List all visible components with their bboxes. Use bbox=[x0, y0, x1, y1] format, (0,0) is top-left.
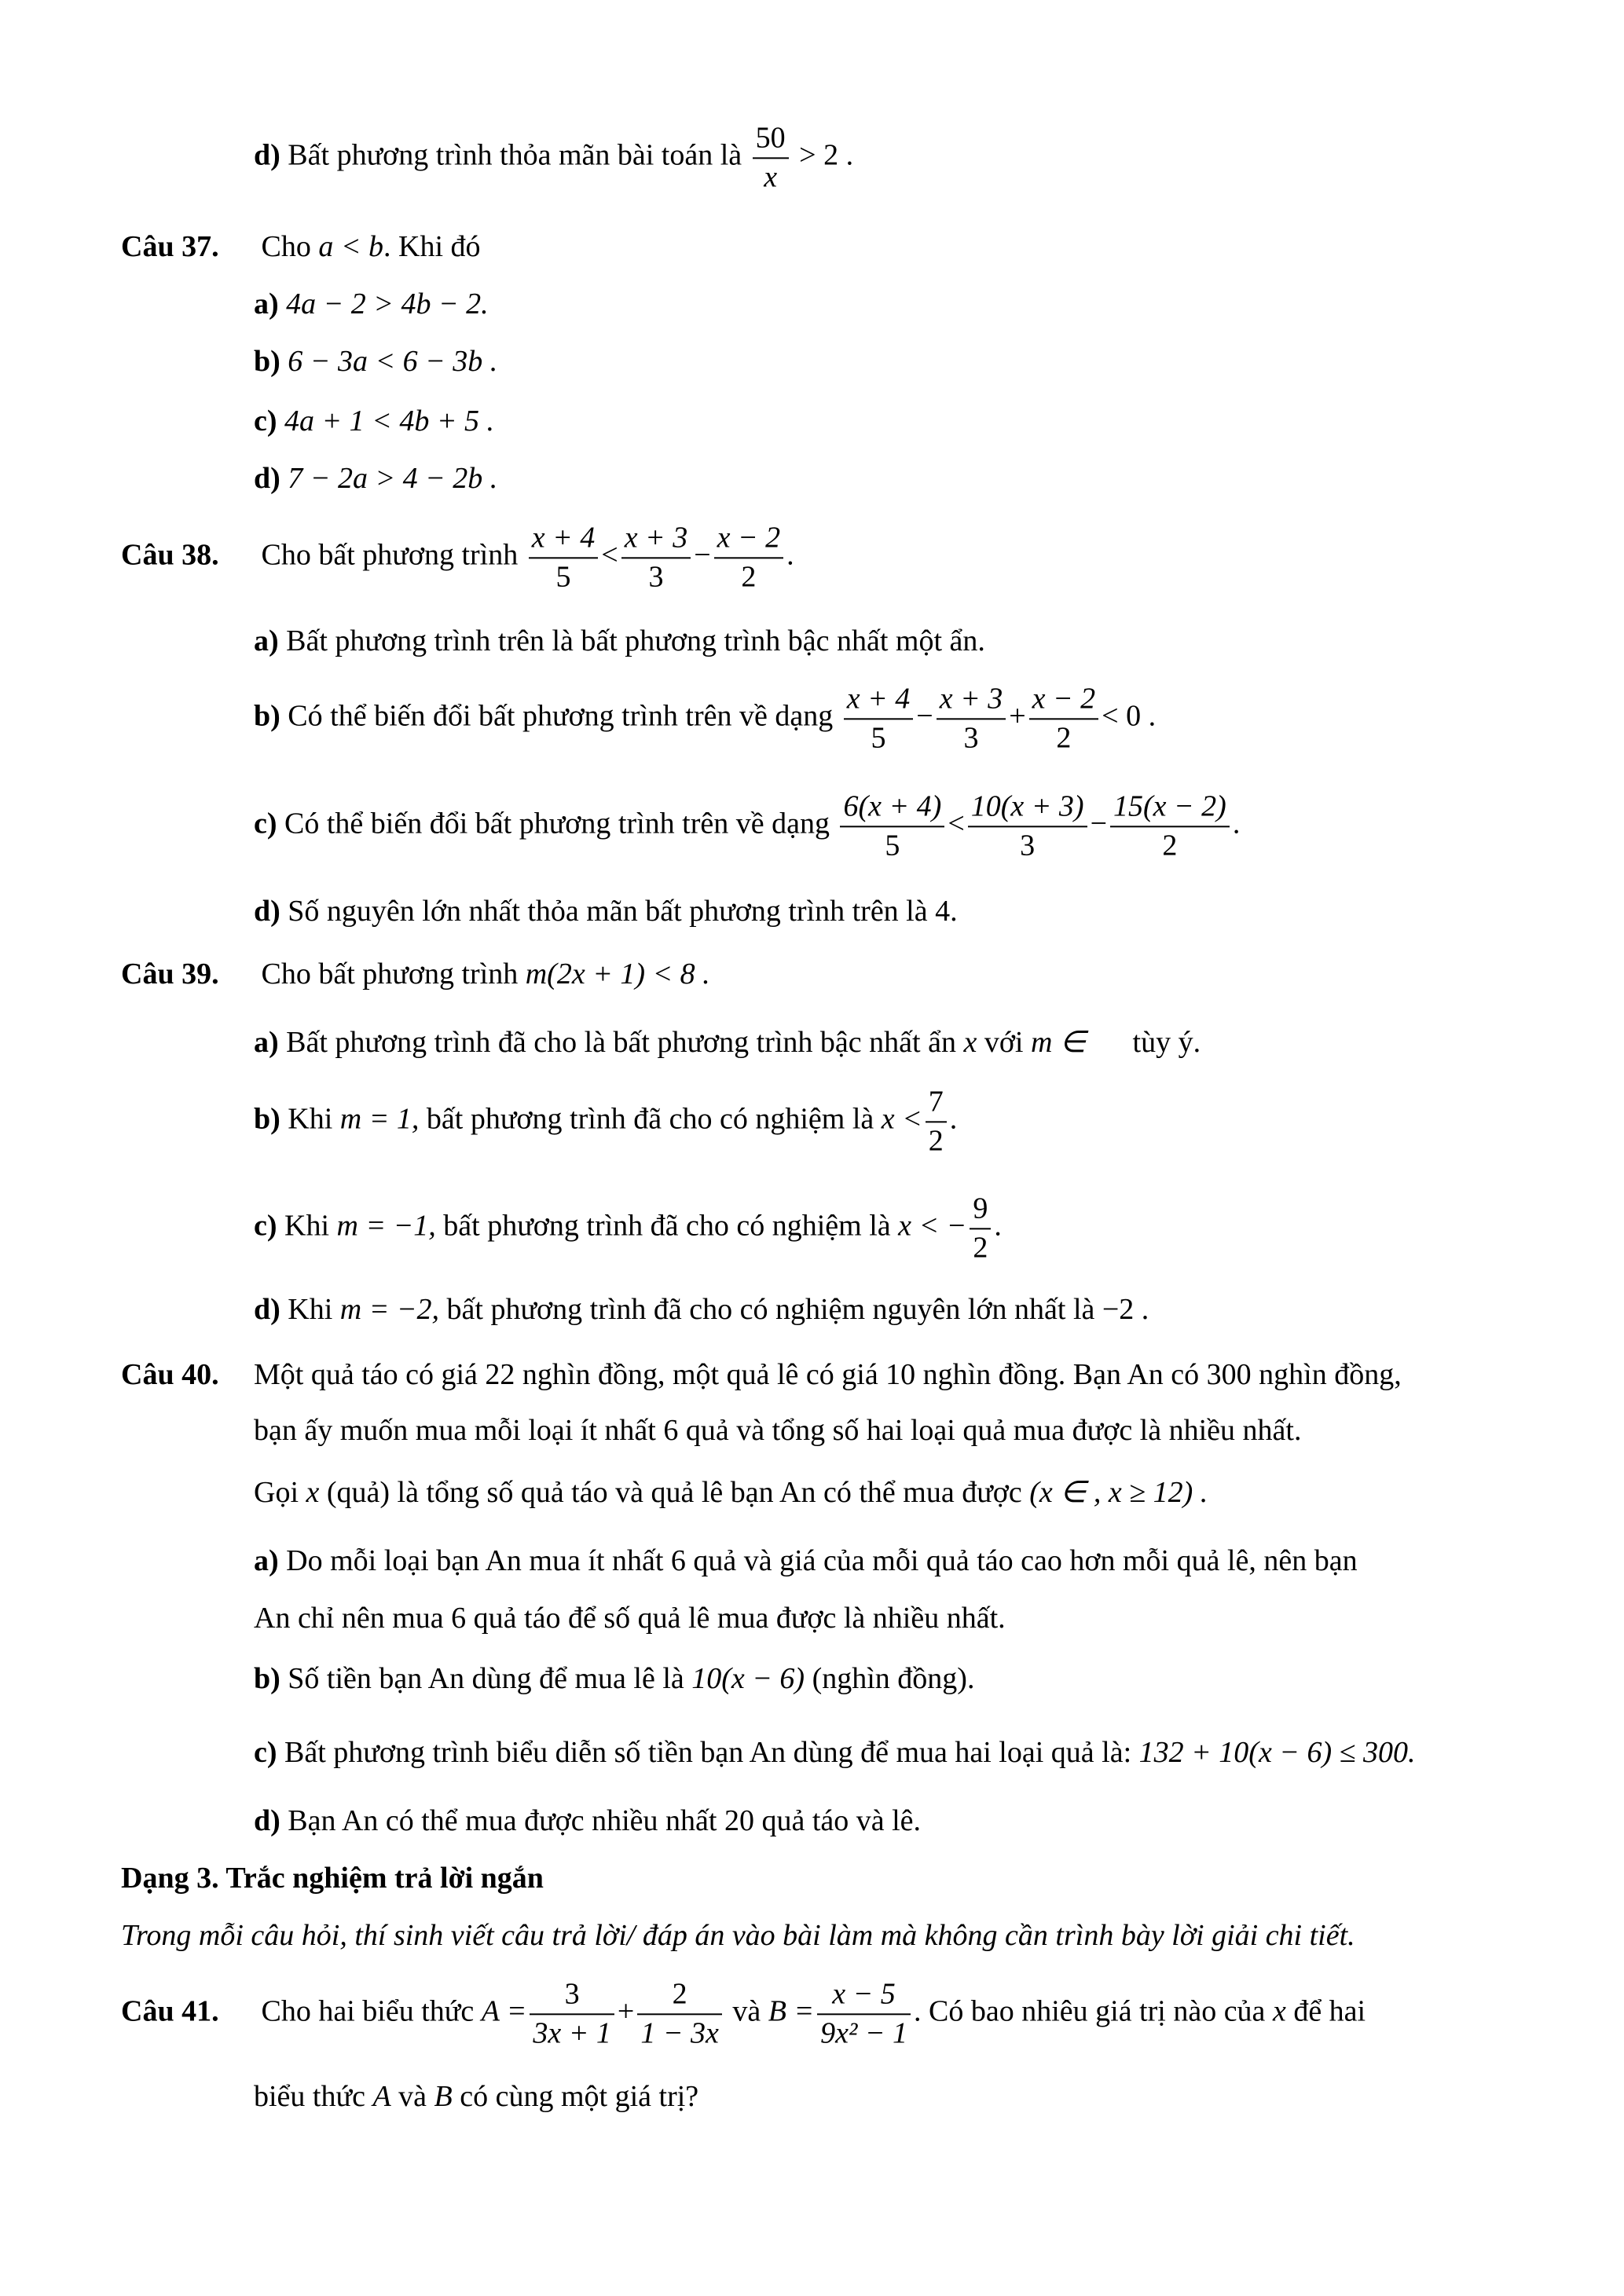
question-40-option-a bbox=[254, 1546, 1358, 1576]
question-text: Gọi bbox=[254, 1476, 299, 1509]
math: > 2 . bbox=[799, 138, 854, 172]
option-label: a) bbox=[254, 1544, 279, 1577]
question-40-line-2: bạn ấy muốn mua mỗi loại ít nhất 6 quả và tổng số hai loại quả mua được là nhiều nhất. bbox=[254, 1414, 1302, 1447]
option-text: Khi bbox=[288, 1102, 333, 1136]
math: x bbox=[1272, 1994, 1286, 2028]
question-41-line-2 bbox=[254, 2082, 698, 2111]
question-38-option-a bbox=[254, 626, 985, 656]
operator: < bbox=[601, 538, 618, 572]
math: x bbox=[306, 1476, 320, 1509]
option-label: d) bbox=[254, 1804, 280, 1837]
question-number: Câu 39. bbox=[121, 958, 219, 991]
operator: + bbox=[617, 1994, 635, 2028]
numerator: 15(x − 2) bbox=[1110, 789, 1230, 827]
option-text: bất phương trình đã cho có nghiệm là bbox=[426, 1102, 874, 1136]
denominator: x bbox=[764, 160, 778, 193]
math: B = bbox=[768, 1994, 815, 2028]
option-text: (nghìn đồng). bbox=[812, 1662, 975, 1695]
option-label: a) bbox=[254, 624, 279, 657]
numerator: x + 3 bbox=[937, 682, 1006, 720]
punct: . bbox=[994, 1209, 1002, 1243]
question-40-line-3 bbox=[254, 1478, 1208, 1507]
math: m = −1, bbox=[336, 1209, 436, 1243]
math: a < b bbox=[318, 230, 384, 263]
option-label: b) bbox=[254, 1102, 280, 1136]
question-36-option-d bbox=[254, 121, 853, 194]
denominator: 5 bbox=[885, 829, 900, 862]
operator: − bbox=[916, 699, 933, 733]
punct: . bbox=[949, 1102, 958, 1136]
math: x < bbox=[881, 1102, 922, 1136]
denominator: 1 − 3x bbox=[640, 2016, 719, 2049]
math: m = 1, bbox=[339, 1102, 420, 1136]
option-label: c) bbox=[254, 1736, 277, 1769]
option-text: Số tiền bạn An dùng để mua lê là bbox=[288, 1662, 684, 1695]
fraction bbox=[753, 121, 789, 194]
math: B bbox=[434, 2080, 453, 2113]
question-number: Câu 40. bbox=[121, 1358, 219, 1391]
math: 4a + 1 < 4b + 5 . bbox=[284, 405, 494, 438]
option-label: d) bbox=[254, 895, 280, 928]
numerator: x − 2 bbox=[714, 521, 784, 558]
numerator: 10(x + 3) bbox=[968, 789, 1087, 827]
denominator: 3 bbox=[1020, 829, 1036, 862]
option-label: b) bbox=[254, 1662, 280, 1695]
denominator: 5 bbox=[871, 721, 886, 754]
denominator: 2 bbox=[1162, 829, 1178, 862]
operator: < bbox=[948, 807, 965, 840]
option-label: d) bbox=[254, 1293, 280, 1326]
question-40-option-a-cont: An chỉ nên mua 6 quả táo để số quả lê mua được là nhiều nhất. bbox=[254, 1602, 1006, 1635]
numerator: 2 bbox=[637, 1977, 722, 2015]
math: 10(x − 6) bbox=[691, 1662, 805, 1695]
question-38 bbox=[121, 521, 794, 594]
option-text: bất phương trình đã cho có nghiệm nguyên lớn nhất là bbox=[446, 1293, 1095, 1326]
question-39 bbox=[121, 959, 710, 989]
operator: − bbox=[1090, 807, 1108, 840]
question-40-option-c bbox=[254, 1738, 1415, 1767]
option-text: Bất phương trình thỏa mãn bài toán là bbox=[288, 138, 742, 172]
option-text: tùy ý. bbox=[1132, 1026, 1201, 1059]
numerator: x + 4 bbox=[844, 682, 914, 720]
question-40-option-d bbox=[254, 1806, 921, 1836]
question-text: Một quả táo có giá 22 nghìn đồng, một quả lê có giá 10 nghìn đồng. Bạn An có 300 nghìn đồng, bbox=[254, 1358, 1402, 1391]
denominator: 3 bbox=[648, 560, 664, 593]
numerator: x − 2 bbox=[1029, 682, 1099, 720]
denominator: 3 bbox=[963, 721, 979, 754]
question-text: . Có bao nhiêu giá trị nào của bbox=[914, 1994, 1266, 2028]
question-text: . Khi đó bbox=[383, 230, 481, 263]
math: A bbox=[372, 2080, 391, 2113]
question-number: Câu 41. bbox=[121, 1994, 219, 2028]
numerator: 9 bbox=[970, 1192, 991, 1229]
question-39-option-b bbox=[254, 1085, 957, 1158]
option-text: Bất phương trình đã cho là bất phương trình bậc nhất ẩn bbox=[286, 1026, 956, 1059]
question-text: Cho bất phương trình bbox=[261, 538, 519, 572]
denominator: 2 bbox=[928, 1124, 944, 1157]
question-text: và bbox=[732, 1994, 761, 2028]
numerator: 7 bbox=[926, 1085, 947, 1122]
math: 6 − 3a < 6 − 3b . bbox=[288, 345, 498, 378]
denominator: 2 bbox=[741, 560, 757, 593]
punct: . bbox=[1232, 807, 1241, 840]
question-37-option-b bbox=[254, 346, 497, 376]
operator: − bbox=[694, 538, 711, 572]
option-label: b) bbox=[254, 699, 280, 733]
numerator: 6(x + 4) bbox=[840, 789, 944, 827]
option-text: bất phương trình đã cho có nghiệm là bbox=[443, 1209, 891, 1243]
option-text: Do mỗi loại bạn An mua ít nhất 6 quả và giá của mỗi quả táo cao hơn mỗi quả lê, nên bạn bbox=[286, 1544, 1358, 1577]
question-number: Câu 38. bbox=[121, 538, 219, 572]
question-text: và bbox=[398, 2080, 427, 2113]
question-text: Cho bất phương trình bbox=[261, 958, 519, 991]
question-39-option-a bbox=[254, 1027, 1201, 1057]
option-text: Có thể biến đổi bất phương trình trên về dạng bbox=[284, 807, 830, 840]
punct: . bbox=[786, 538, 794, 572]
numerator: x + 4 bbox=[529, 521, 599, 558]
option-label: a) bbox=[254, 1026, 279, 1059]
option-label: d) bbox=[254, 138, 280, 172]
math: 132 + 10(x − 6) ≤ 300. bbox=[1138, 1736, 1416, 1769]
math: x bbox=[963, 1026, 977, 1059]
option-label: a) bbox=[254, 287, 279, 320]
question-number: Câu 37. bbox=[121, 230, 219, 263]
section-title: Dạng 3. Trắc nghiệm trả lời ngắn bbox=[121, 1862, 544, 1895]
math: m = −2, bbox=[339, 1293, 440, 1326]
numerator: 50 bbox=[753, 121, 789, 159]
option-label: d) bbox=[254, 462, 280, 495]
math: (x ∈ , x ≥ 12) . bbox=[1029, 1476, 1208, 1509]
math: m(2x + 1) < 8 . bbox=[525, 958, 710, 991]
math: −2 . bbox=[1102, 1293, 1149, 1326]
math: x < − bbox=[898, 1209, 967, 1243]
question-39-option-c bbox=[254, 1192, 1002, 1265]
question-40-option-b bbox=[254, 1664, 974, 1694]
question-37 bbox=[121, 232, 481, 262]
question-text: (quả) là tổng số quả táo và quả lê bạn An có thể mua được bbox=[326, 1476, 1022, 1509]
section-instruction: Trong mỗi câu hỏi, thí sinh viết câu trả lời/ đáp án vào bài làm mà không cần trình bày lời giải chi tiết. bbox=[121, 1919, 1355, 1952]
question-39-option-d bbox=[254, 1294, 1149, 1324]
math: 7 − 2a > 4 − 2b . bbox=[288, 462, 498, 495]
option-label: c) bbox=[254, 1209, 277, 1243]
question-text: có cùng một giá trị? bbox=[460, 2080, 699, 2113]
option-label: c) bbox=[254, 807, 277, 840]
math: 4a − 2 > 4b − 2. bbox=[286, 287, 489, 320]
denominator: 5 bbox=[555, 560, 571, 593]
question-text: Cho bbox=[261, 230, 311, 263]
option-text: với bbox=[984, 1026, 1024, 1059]
question-text: biểu thức bbox=[254, 2080, 365, 2113]
math: < 0 . bbox=[1102, 699, 1157, 733]
denominator: 2 bbox=[1056, 721, 1072, 754]
operator: + bbox=[1009, 699, 1026, 733]
math: m ∈ bbox=[1030, 1026, 1087, 1059]
question-text: để hai bbox=[1293, 1994, 1366, 2028]
question-37-option-a bbox=[254, 289, 489, 319]
option-text: Khi bbox=[288, 1293, 333, 1326]
numerator: 3 bbox=[530, 1977, 614, 2015]
option-label: c) bbox=[254, 405, 277, 438]
denominator: 2 bbox=[973, 1231, 988, 1264]
question-37-option-c bbox=[254, 406, 494, 436]
option-text: Có thể biến đổi bất phương trình trên về dạng bbox=[288, 699, 834, 733]
denominator: 9x² − 1 bbox=[820, 2016, 907, 2049]
question-37-option-d bbox=[254, 463, 497, 493]
denominator: 3x + 1 bbox=[533, 2016, 611, 2049]
question-38-option-b bbox=[254, 682, 1156, 755]
option-text: Số nguyên lớn nhất thỏa mãn bất phương trình trên là 4. bbox=[288, 895, 958, 928]
numerator: x + 3 bbox=[621, 521, 691, 558]
option-label: b) bbox=[254, 345, 280, 378]
option-text: Bất phương trình biểu diễn số tiền bạn An dùng để mua hai loại quả là: bbox=[284, 1736, 1132, 1769]
option-text: Bất phương trình trên là bất phương trình bậc nhất một ẩn. bbox=[286, 624, 985, 657]
question-text: Cho hai biểu thức bbox=[261, 1994, 475, 2028]
math: A = bbox=[481, 1994, 527, 2028]
question-41 bbox=[121, 1977, 1366, 2050]
option-text: Bạn An có thể mua được nhiều nhất 20 quả táo và lê. bbox=[288, 1804, 922, 1837]
question-40 bbox=[121, 1360, 1402, 1390]
option-text: Khi bbox=[284, 1209, 330, 1243]
question-38-option-c bbox=[254, 789, 1240, 862]
numerator: x − 5 bbox=[817, 1977, 911, 2015]
question-38-option-d bbox=[254, 896, 958, 926]
